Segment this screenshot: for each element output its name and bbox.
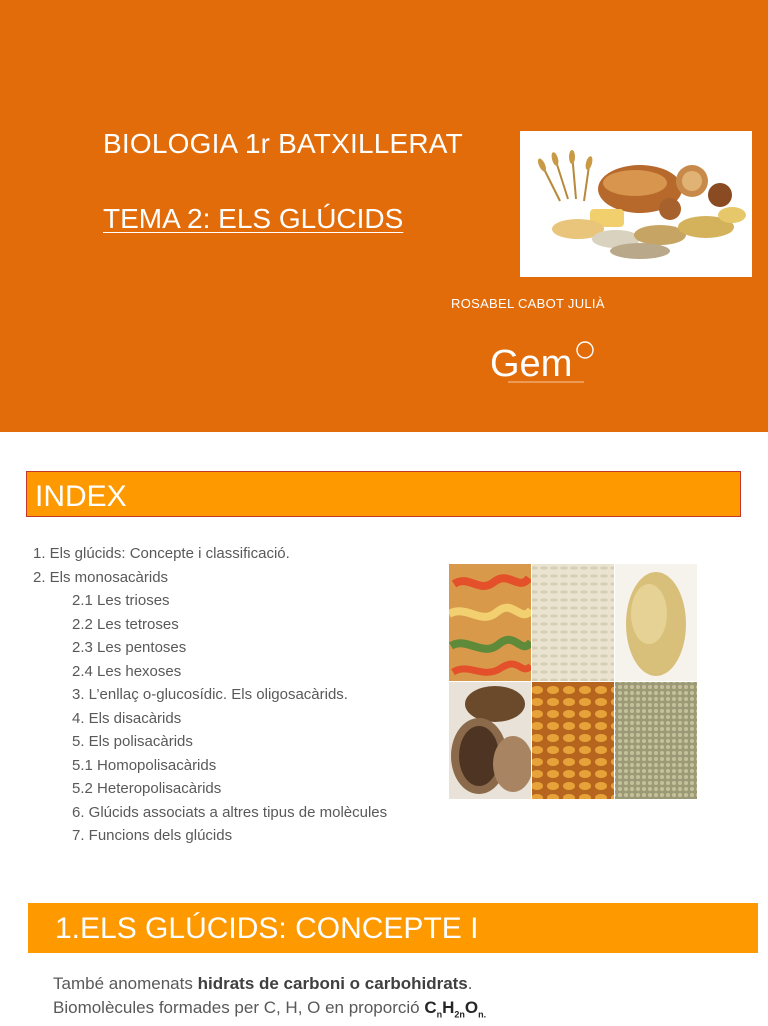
composition-line: Biomolècules formades per C, H, O en proporció $C_nH_{2n}O_{n.}$: [53, 998, 487, 1020]
cereals-and-bread-photo: [520, 131, 752, 277]
index-heading: INDEX: [35, 480, 127, 513]
author-name: ROSABEL CABOT JULIÀ: [451, 296, 605, 311]
course-title: BIOLOGIA 1r BATXILLERAT: [103, 128, 463, 159]
potato-photo: [615, 564, 697, 681]
pasta-photo: [449, 564, 531, 681]
corn-photo: [532, 682, 614, 799]
concept-slide: [0, 886, 768, 1024]
general-formula: $C_nH_{2n}O_{n.}$: [424, 998, 487, 1020]
toc-item: 2.4 Les hexoses: [72, 662, 182, 680]
topic-title: TEMA 2: ELS GLÚCIDS: [103, 203, 404, 234]
toc-item: 2.3 Les pentoses: [72, 639, 187, 656]
concept-body-text: [53, 972, 486, 1026]
title-slide: [0, 0, 768, 432]
logo-text: Gem: [490, 343, 573, 385]
synonyms-text: hidrats de carboni o carbohidrats: [197, 974, 468, 993]
toc-item: 7. Funcions dels glúcids: [72, 827, 233, 844]
toc-item: 5.1 Homopolisacàrids: [72, 756, 217, 774]
toc-item: 2.1 Les trioses: [72, 592, 170, 609]
toc-item: 6. Glúcids associats a altres tipus de molècules: [72, 803, 388, 821]
section-heading-bar: [28, 903, 758, 953]
school-logo: [488, 338, 598, 386]
toc-item: 4. Els disacàrids: [72, 709, 182, 727]
bread-photo: [449, 682, 533, 799]
toc-item: 1. Els glúcids: Concepte i classificació.: [33, 545, 290, 562]
toc-item: 5.2 Heteropolisacàrids: [72, 780, 222, 797]
toc-item: 5. Els polisacàrids: [72, 733, 193, 750]
index-heading-bar: [26, 471, 741, 517]
index-slide: [0, 432, 768, 886]
section-heading: 1.ELS GLÚCIDS: CONCEPTE I: [55, 912, 479, 945]
toc-item: 3. L’enllaç o-glucosídic. Els oligosacàrids.: [72, 686, 348, 703]
rice-photo: [532, 564, 614, 681]
toc-item: 2. Els monosacàrids: [33, 568, 169, 586]
definition-line: També anomenats hidrats de carboni o carbohidrats.: [53, 974, 473, 993]
millet-photo: [615, 682, 697, 799]
table-of-contents: [33, 542, 387, 848]
toc-item: 2.2 Les tetroses: [72, 615, 179, 633]
carbohydrate-food-photo-grid: [449, 564, 697, 799]
